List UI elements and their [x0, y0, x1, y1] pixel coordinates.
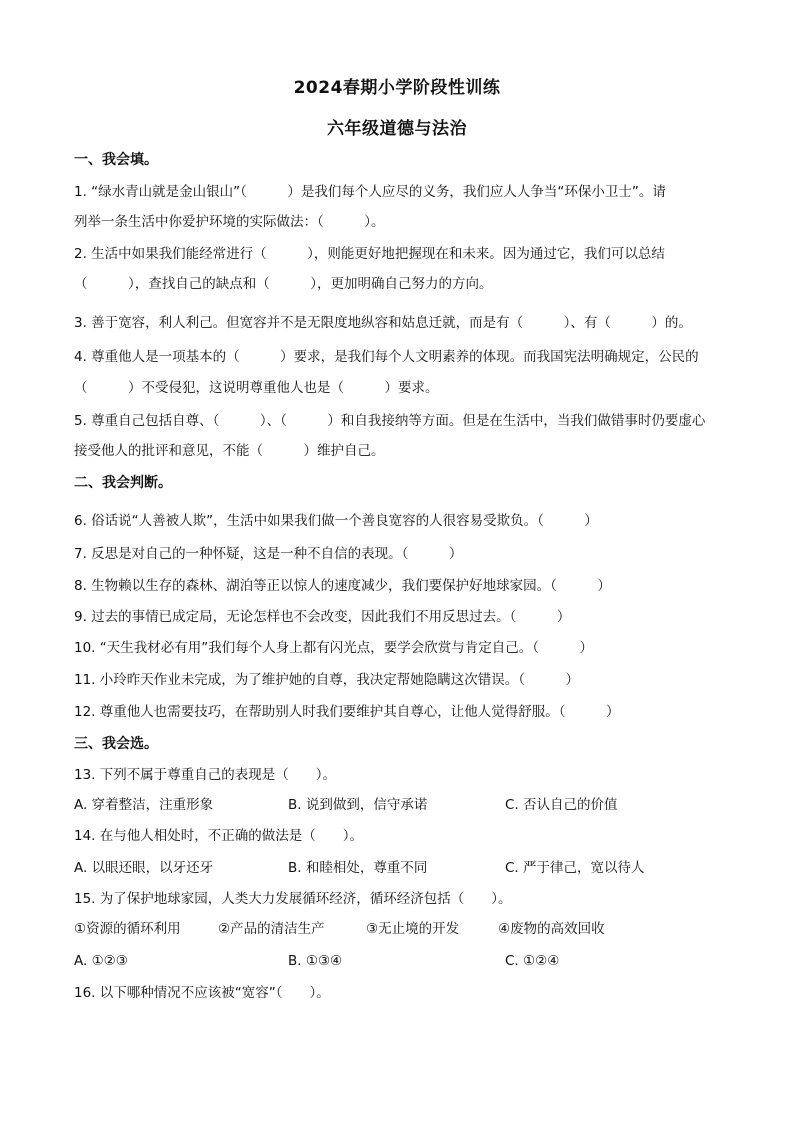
question-5-line-1: 5. 尊重自己包括自尊、（ ）、（ ）和自我接纳等方面。但是在生活中，当我们做错事时仍要虚心	[74, 413, 706, 429]
question-11: 11. 小玲昨天作业未完成，为了维护她的自尊，我决定帮她隐瞒这次错误。（ ）	[74, 672, 580, 688]
question-15-option-b: B. ①③④	[288, 953, 343, 969]
section-fill-heading: 一、我会填。	[74, 152, 158, 168]
question-13-option-b: B. 说到做到，信守承诺	[288, 797, 428, 813]
question-9: 9. 过去的事情已成定局，无论怎样也不会改变，因此我们不用反思过去。（ ）	[74, 609, 571, 625]
question-15-option-c: C. ①②④	[505, 953, 560, 969]
question-2-line-2: （ ），查找自己的缺点和（ ），更加明确自己努力的方向。	[74, 276, 493, 292]
question-1-line-1: 1. “绿水青山就是金山银山”（ ）是我们每个人应尽的义务，我们应人人争当“环保小卫士”。请	[74, 184, 666, 200]
question-2-line-1: 2. 生活中如果我们能经常进行（ ），则能更好地把握现在和未来。因为通过它，我们可以总结	[74, 246, 665, 262]
question-15-item-3: ③无止境的开发	[366, 921, 460, 937]
section-judge-heading: 二、我会判断。	[74, 475, 172, 491]
page-title: 2024春期小学阶段性训练	[293, 78, 501, 98]
question-15-item-4: ④废物的高效回收	[498, 921, 605, 937]
question-14-option-b: B. 和睦相处，尊重不同	[288, 860, 428, 876]
question-6: 6. 俗话说“人善被人欺”，生活中如果我们做一个善良宽容的人很容易受欺负。（ ）	[74, 513, 598, 529]
question-7: 7. 反思是对自己的一种怀疑，这是一种不自信的表现。（ ）	[74, 546, 463, 562]
page-subtitle: 六年级道德与法治	[327, 119, 467, 139]
question-14: 14. 在与他人相处时，不正确的做法是（ ）。	[74, 828, 364, 844]
question-13-option-a: A. 穿着整洁，注重形象	[74, 797, 214, 813]
section-choose-heading: 三、我会选。	[74, 736, 158, 752]
question-4-line-2: （ ）不受侵犯，这说明尊重他人也是（ ）要求。	[74, 380, 439, 396]
question-5-line-2: 接受他人的批评和意见，不能（ ）维护自己。	[74, 443, 385, 459]
question-14-option-c: C. 严于律己，宽以待人	[505, 860, 645, 876]
question-10: 10. “天生我材必有用”我们每个人身上都有闪光点，要学会欣赏与肯定自己。（ ）	[74, 640, 593, 656]
question-12: 12. 尊重他人也需要技巧，在帮助别人时我们要维护其自尊心，让他人觉得舒服。（ ）	[74, 704, 620, 720]
question-13: 13. 下列不属于尊重自己的表现是（ ）。	[74, 767, 337, 783]
question-4-line-1: 4. 尊重他人是一项基本的（ ）要求，是我们每个人文明素养的体现。而我国宪法明确规定，公民的	[74, 349, 699, 365]
question-8: 8. 生物赖以生存的森林、湖泊等正以惊人的速度减少，我们要保护好地球家园。（ ）	[74, 578, 611, 594]
question-15-option-a: A. ①②③	[74, 953, 128, 969]
question-3: 3. 善于宽容，利人利己。但宽容并不是无限度地纵容和姑息迁就，而是有（ ）、有（ ）的。	[74, 315, 692, 331]
question-16: 16. 以下哪种情况不应该被“宽容”（ ）。	[74, 985, 330, 1001]
question-15-item-1: ①资源的循环利用	[74, 921, 181, 937]
question-15-item-2: ②产品的清洁生产	[218, 921, 325, 937]
question-15: 15. 为了保护地球家园，人类大力发展循环经济，循环经济包括（ ）。	[74, 891, 512, 907]
question-13-option-c: C. 否认自己的价值	[505, 797, 618, 813]
question-14-option-a: A. 以眼还眼，以牙还牙	[74, 860, 214, 876]
question-1-line-2: 列举一条生活中你爱护环境的实际做法：（ ）。	[74, 214, 385, 230]
